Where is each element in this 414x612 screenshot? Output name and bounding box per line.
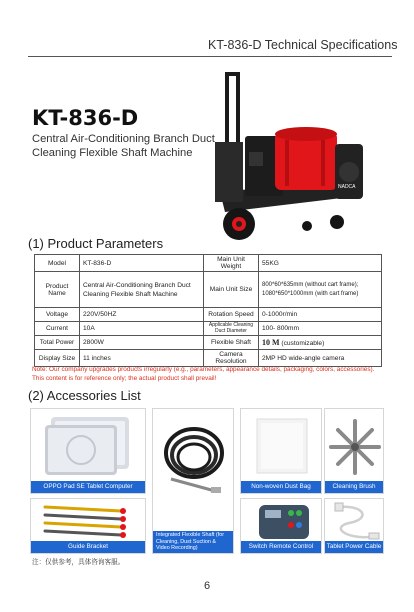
param-value: Central Air-Conditioning Branch Duct Cleaning Flexible Shaft Machine bbox=[80, 272, 204, 308]
dust-bag-icon bbox=[241, 409, 322, 483]
table-row bbox=[35, 336, 382, 350]
accessory-label: Switch Remote Control bbox=[241, 541, 321, 553]
table-row bbox=[35, 350, 382, 367]
power-cable-icon bbox=[325, 499, 384, 543]
param-value: 2800W bbox=[80, 336, 204, 350]
param-value: 11 inches bbox=[80, 350, 204, 367]
param-value: 55KG bbox=[259, 255, 382, 272]
accessory-label: OPPO Pad SE Tablet Computer bbox=[31, 481, 145, 493]
header-divider bbox=[28, 56, 392, 57]
accessory-dust-bag bbox=[240, 408, 322, 494]
table-row bbox=[35, 255, 382, 272]
param-key: Camera Resolution bbox=[204, 350, 259, 367]
param-key: Flexible Shaft bbox=[204, 336, 259, 350]
param-key: Model bbox=[35, 255, 80, 272]
parameters-table bbox=[34, 254, 382, 367]
machine-image bbox=[195, 72, 370, 244]
accessory-label: Guide Bracket bbox=[31, 541, 145, 553]
param-key: Current bbox=[35, 322, 80, 336]
brush-icon bbox=[325, 409, 384, 483]
accessory-label: Cleaning Brush bbox=[325, 481, 383, 493]
param-key: Main Unit Size bbox=[204, 272, 259, 308]
param-value: 220V/50HZ bbox=[80, 308, 204, 322]
accessory-remote-control bbox=[240, 498, 322, 554]
param-key: Applicable Cleaning Duct Diameter bbox=[208, 322, 254, 334]
guide-bracket-icon bbox=[31, 499, 146, 543]
page-header-title: KT-836-D Technical Specifications bbox=[208, 38, 398, 52]
coiled-shaft-icon bbox=[153, 409, 234, 529]
table-row bbox=[35, 272, 382, 308]
param-value: 10A bbox=[80, 322, 204, 336]
param-value-bold: 10 M bbox=[262, 338, 280, 347]
param-value: KT-836-D bbox=[80, 255, 204, 272]
accessory-label: Integrated Flexible Shaft (for Cleaning, Dust Suction & Video Recording) bbox=[153, 531, 233, 553]
accessory-cleaning-brush bbox=[324, 408, 384, 494]
table-row bbox=[35, 322, 382, 336]
param-key: Main Unit Weight bbox=[204, 255, 259, 272]
product-parameters-heading: (1) Product Parameters bbox=[28, 236, 164, 251]
product-name-subtitle: Central Air-Conditioning Branch Duct Cleaning Flexible Shaft Machine bbox=[32, 133, 215, 159]
disclaimer-note: Note: Our company upgrades products irregularly (e.g., parameters, appearance details, packaging, colors, accessories). This content is for reference only; the actual product shall prevail! bbox=[32, 366, 375, 382]
accessory-label: Non-woven Dust Bag bbox=[241, 481, 321, 493]
footnote: 注：仅供参考，具体咨询客服。 bbox=[32, 558, 125, 566]
accessory-power-cable bbox=[324, 498, 384, 554]
param-key: Rotation Speed bbox=[204, 308, 259, 322]
param-key: Product Name bbox=[35, 272, 80, 308]
param-key: Total Power bbox=[35, 336, 80, 350]
tablet-icon bbox=[31, 409, 146, 483]
accessory-label: Tablet Power Cable bbox=[325, 541, 383, 553]
accessories-heading: (2) Accessories List bbox=[28, 388, 141, 403]
param-value: 2MP HD wide-angle camera bbox=[259, 350, 382, 367]
accessory-guide-bracket bbox=[30, 498, 146, 554]
table-row bbox=[35, 308, 382, 322]
param-value: (customizable) bbox=[279, 340, 325, 347]
param-value: 800*60*635mm (without cart frame); 1080*650*1000mm (with cart frame) bbox=[259, 272, 382, 308]
param-key: Voltage bbox=[35, 308, 80, 322]
param-value: 100- 800mm bbox=[259, 322, 382, 336]
accessory-flexible-shaft bbox=[152, 408, 234, 554]
param-value: 0-1000r/min bbox=[259, 308, 382, 322]
product-model-title: KT-836-D bbox=[32, 106, 139, 130]
remote-control-icon bbox=[241, 499, 322, 543]
param-key: Display Size bbox=[35, 350, 80, 367]
accessory-tablet bbox=[30, 408, 146, 494]
page-number: 6 bbox=[203, 580, 211, 592]
machine-logo-text: NADCA bbox=[338, 184, 356, 190]
